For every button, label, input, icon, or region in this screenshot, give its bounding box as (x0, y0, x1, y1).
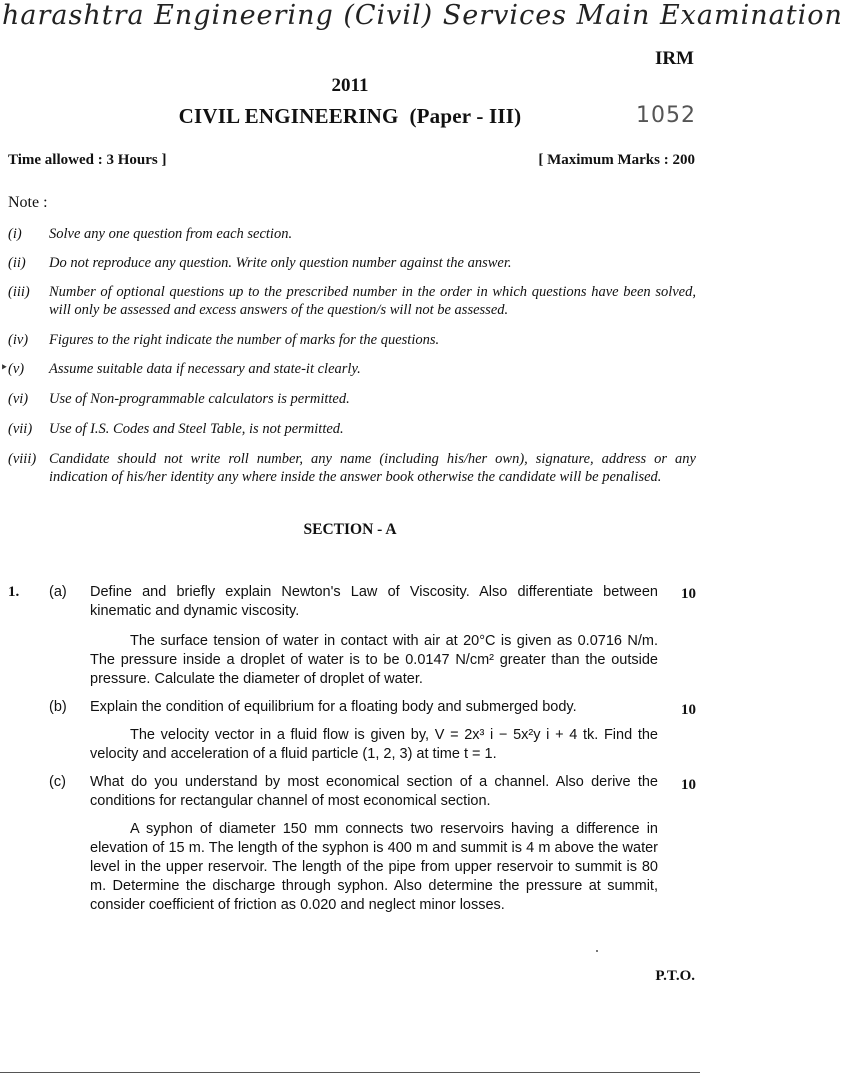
margin-bracket-mark: ‣ (0, 361, 9, 376)
marks-value: 10 (681, 777, 696, 793)
part-followup: The surface tension of water in contact with air at 20°C is given as 0.0716 N/m. The pressure inside a droplet of water is to be 0.0147 N/cm² greater than the outside pressure. Calculate the diameter of droplet of water. (90, 633, 658, 687)
note-item-text: Solve any one question from each section. (49, 226, 293, 242)
section-heading: SECTION - A (303, 521, 397, 538)
paper-code: 1052 (636, 103, 696, 128)
note-item (8, 390, 696, 408)
part-question: Explain the condition of equilibrium for a floating body and submerged body. (90, 699, 577, 715)
exam-year: 2011 (331, 75, 369, 96)
time-allowed: Time allowed : 3 Hours ] (8, 152, 167, 168)
note-item-number: (vi) (8, 391, 29, 407)
marks-value: 10 (681, 586, 696, 602)
note-item-number: (vii) (8, 421, 33, 437)
note-item-number: (i) (8, 226, 22, 242)
note-item-number: (v) (8, 361, 25, 377)
paper-tag: IRM (654, 48, 694, 69)
marks-value: 10 (681, 702, 696, 718)
part-label: (c) (49, 774, 66, 790)
note-item-number: (viii) (8, 451, 37, 467)
part-question: What do you understand by most economical section of a channel. Also derive the conditions for rectangular channel of most economical section. (90, 774, 658, 809)
note-item-text: Use of I.S. Codes and Steel Table, is not permitted. (49, 421, 344, 437)
note-item-text: Do not reproduce any question. Write only question number against the answer. (49, 255, 512, 271)
note-item-text: Assume suitable data if necessary and state-it clearly. (49, 361, 361, 377)
note-item-text: Candidate should not write roll number, any name (including his/her own), signature, address or any indication of his/her identity any where inside the answer book otherwise the candidate will be penalised. (49, 451, 696, 485)
note-item (8, 254, 696, 272)
note-item-number: (iv) (8, 332, 29, 348)
part-question: Define and briefly explain Newton's Law of Viscosity. Also differentiate between kinematic and dynamic viscosity. (90, 584, 658, 619)
maximum-marks: [ Maximum Marks : 200 (538, 152, 695, 168)
paper-title: CIVIL ENGINEERING (Paper - III) (178, 104, 522, 128)
note-item (8, 450, 696, 486)
note-item (8, 331, 696, 349)
please-turn-over: P.T.O. (655, 968, 695, 984)
note-item (8, 420, 696, 438)
page-bottom-rule (0, 1072, 700, 1073)
note-item-number: (ii) (8, 255, 26, 271)
note-item-text: Use of Non-programmable calculators is permitted. (49, 391, 350, 407)
note-item (8, 225, 696, 243)
note-item-text: Number of optional questions up to the prescribed number in the order in which questions have been solved, will only be assessed and excess answers of the question/s will not be assessed. (49, 284, 696, 318)
part-label: (b) (49, 699, 67, 715)
stray-mark (596, 950, 598, 952)
note-item (8, 360, 696, 378)
part-followup: The velocity vector in a fluid flow is given by, V = 2x³ i − 5x²y i + 4 tk. Find the velocity and acceleration of a fluid particle (1, 2, 3) at time t = 1. (90, 727, 658, 762)
handwritten-exam-title: harashtra Engineering (Civil) Services Main Examination (2, 0, 843, 31)
note-heading: Note : (8, 194, 48, 211)
note-item (8, 283, 696, 319)
note-item-text: Figures to the right indicate the number of marks for the questions. (49, 332, 440, 348)
part-followup: A syphon of diameter 150 mm connects two reservoirs having a difference in elevation of 15 m. The length of the syphon is 400 m and summit is 4 m above the water level in the upper reservoir. The length of the pipe from upper reservoir to summit is 80 m. Determine the discharge through syphon. Also determine the pressure at summit, consider coefficient of friction as 0.020 and neglect minor losses. (90, 821, 658, 913)
question-number: 1. (8, 584, 20, 600)
part-label: (a) (49, 584, 67, 600)
note-item-number: (iii) (8, 284, 30, 300)
